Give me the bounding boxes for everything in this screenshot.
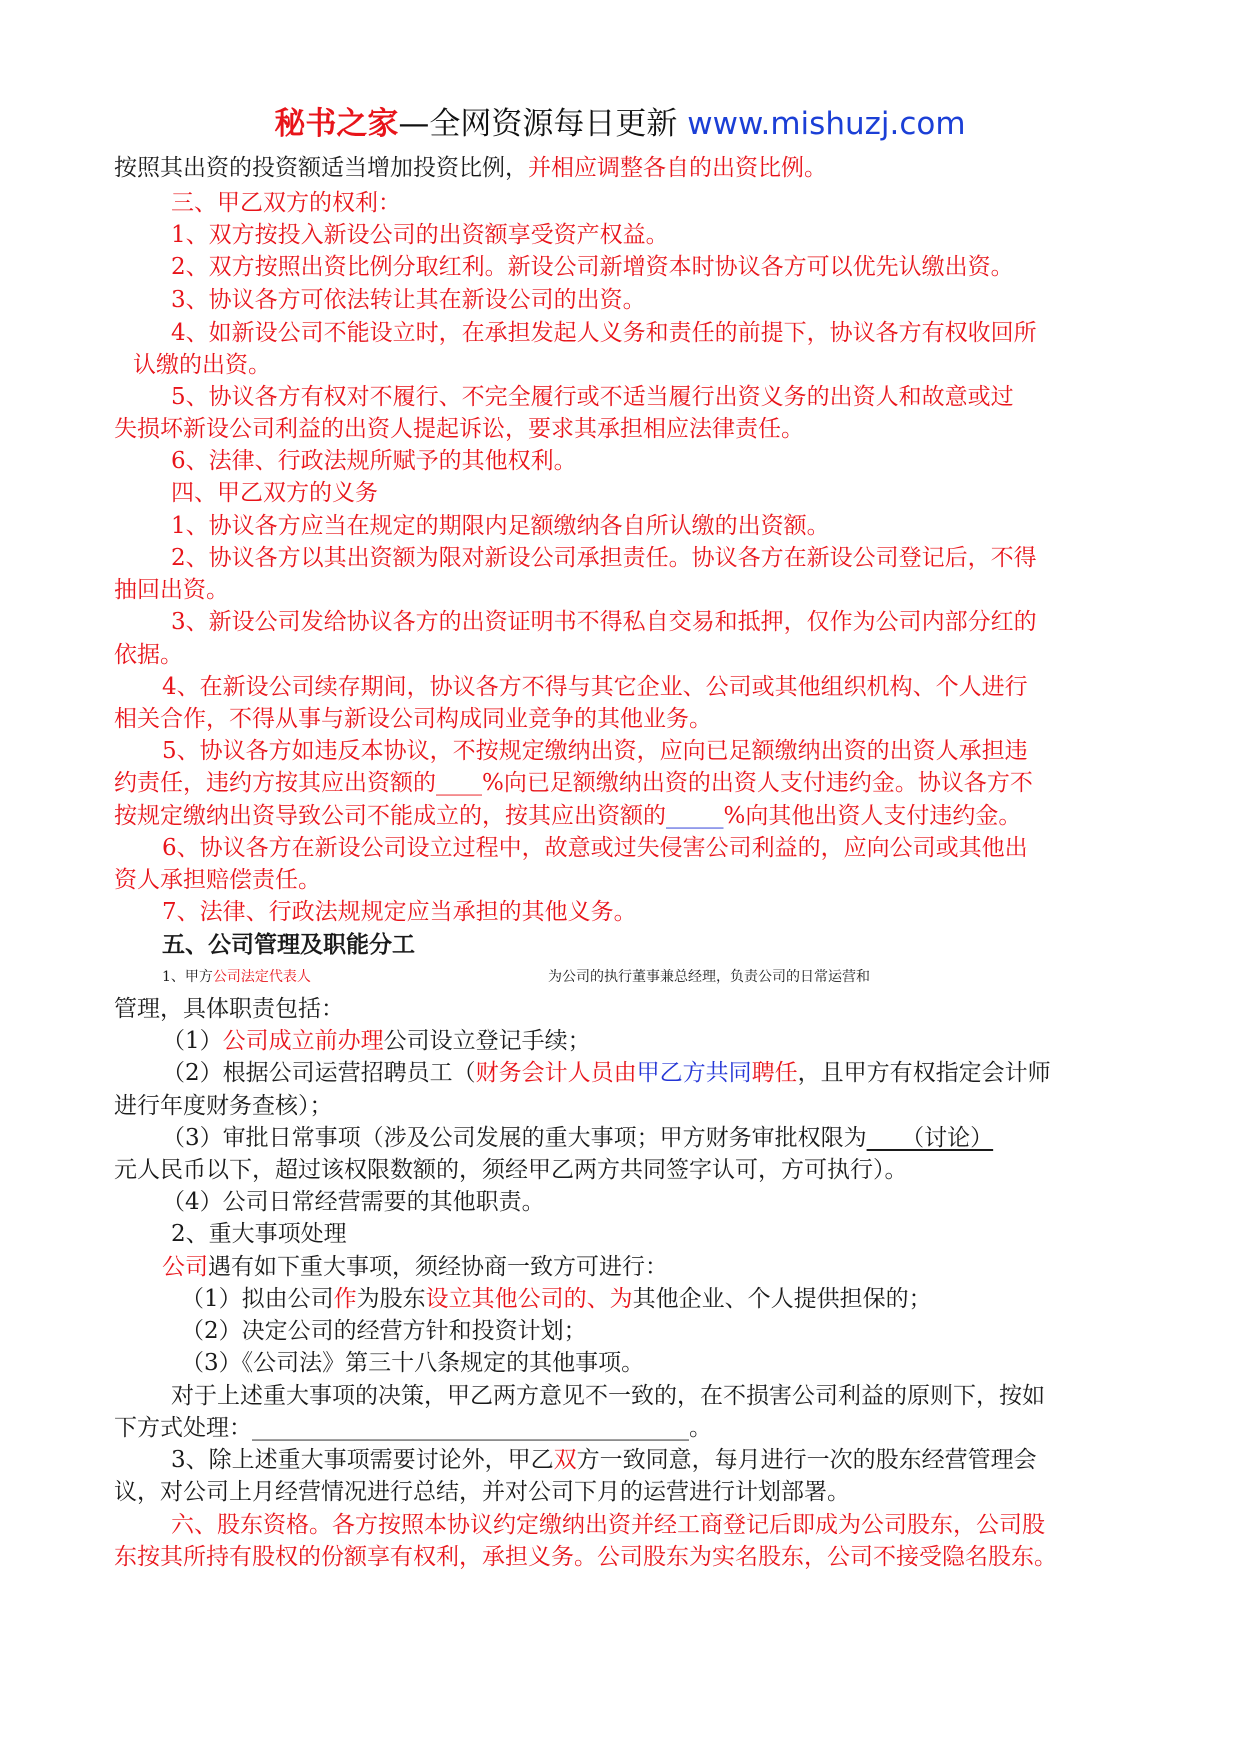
list-item: 2、协议各方以其出资额为限对新设公司承担责任。协议各方在新设公司登记后，不得 [171, 545, 1037, 571]
list-item: （3）审批日常事项（涉及公司发展的重大事项；甲方财务审批权限为___（讨论） [162, 1125, 994, 1151]
list-item: （2）根据公司运营招聘员工（财务会计人员由甲乙方共同聘任，且甲方有权指定会计师 [162, 1060, 1051, 1086]
list-item: 4、在新设公司续存期间，协议各方不得与其它企业、公司或其他组织机构、个人进行 [162, 674, 1028, 700]
handling-method-blank: ______________________________________ [252, 1415, 689, 1441]
list-item-cont: 约责任，违约方按其应出资额的____%向已足额缴纳出资的出资人支付违约金。协议各方不 [114, 770, 1033, 796]
paragraph-line: 3、除上述重大事项需要讨论外，甲乙双方一致同意，每月进行一次的股东经营管理会 [171, 1447, 1037, 1473]
list-item: （1）拟由公司作为股东设立其他公司的、为其他企业、个人提供担保的； [181, 1286, 932, 1312]
paragraph-line: 下方式处理：______________________________________。 [114, 1415, 712, 1441]
list-item: 3、新设公司发给协议各方的出资证明书不得私自交易和抵押，仅作为公司内部分红的 [171, 609, 1037, 635]
list-item: 3、协议各方可依法转让其在新设公司的出资。 [171, 287, 646, 313]
list-item-cont: 按规定缴纳出资导致公司不能成立的，按其应出资额的_____%向其他出资人支付违约金。 [114, 803, 1022, 829]
paragraph-line: 议，对公司上月经营情况进行总结，并对公司下月的运营进行计划部署。 [114, 1479, 850, 1505]
section-heading-rights: 三、甲乙双方的权利： [171, 190, 401, 216]
list-item: 2、双方按照出资比例分取红利。新设公司新增资本时协议各方可以优先认缴出资。 [171, 254, 1014, 280]
list-item: 5、协议各方如违反本协议，不按规定缴纳出资，应向已足额缴纳出资的出资人承担违 [162, 738, 1028, 764]
list-item-cont: 失损坏新设公司利益的出资人提起诉讼，要求其承担相应法律责任。 [114, 416, 804, 442]
list-item-cont: 相关合作，不得从事与新设公司构成同业竞争的其他业务。 [114, 706, 712, 732]
list-item-cont: 认缴的出资。 [133, 352, 271, 378]
approval-limit-field: ___（讨论） [866, 1125, 994, 1151]
list-item: （3）《公司法》第三十八条规定的其他事项。 [181, 1350, 645, 1376]
header-brand: 秘书之家 [274, 106, 399, 142]
paragraph-line: 公司遇有如下重大事项，须经协商一致方可进行： [162, 1254, 668, 1280]
list-item: 5、协议各方有权对不履行、不完全履行或不适当履行出资义务的出资人和故意或过 [171, 384, 1014, 410]
section-heading-obligations: 四、甲乙双方的义务 [171, 480, 378, 506]
section-heading-management: 五、公司管理及职能分工 [162, 931, 415, 958]
list-item: 7、法律、行政法规规定应当承担的其他义务。 [162, 899, 637, 925]
list-item: （1）公司成立前办理公司设立登记手续； [162, 1028, 591, 1054]
subheading: 2、重大事项处理 [171, 1221, 347, 1247]
list-item-cont: 抽回出资。 [114, 577, 229, 603]
paragraph-line: 管理，具体职责包括： [114, 996, 344, 1022]
list-item: 4、如新设公司不能设立时，在承担发起人义务和责任的前提下，协议各方有权收回所 [171, 320, 1037, 346]
paragraph-line: 对于上述重大事项的决策，甲乙两方意见不一致的，在不损害公司利益的原则下，按如 [171, 1383, 1045, 1409]
header-url-link[interactable]: www.mishuzj.com [687, 106, 966, 142]
percent-blank: ____ [436, 770, 482, 796]
site-header-banner [0, 103, 1240, 145]
list-item-cont: 资人承担赔偿责任。 [114, 867, 321, 893]
header-slogan: —全网资源每日更新 [398, 106, 678, 142]
list-item-cont: 元人民币以下，超过该权限数额的，须经甲乙两方共同签字认可，方可执行）。 [114, 1157, 908, 1183]
paragraph-line: 1、甲方公司法定代表人 为公司的执行董事兼总经理，负责公司的日常运营和 [162, 969, 870, 985]
percent-blank: _____ [666, 803, 724, 829]
list-item-cont: 进行年度财务查核）； [114, 1093, 333, 1119]
list-item: 6、法律、行政法规所赋予的其他权利。 [171, 448, 577, 474]
paragraph-line: 按照其出资的投资额适当增加投资比例，并相应调整各自的出资比例。 [114, 155, 827, 181]
section-heading-shareholder: 六、股东资格。各方按照本协议约定缴纳出资并经工商登记后即成为公司股东，公司股 [171, 1512, 1045, 1538]
list-item: 6、协议各方在新设公司设立过程中，故意或过失侵害公司利益的，应向公司或其他出 [162, 835, 1028, 861]
list-item: （4）公司日常经营需要的其他职责。 [162, 1189, 545, 1215]
list-item: 1、协议各方应当在规定的期限内足额缴纳各自所认缴的出资额。 [171, 513, 830, 539]
list-item: 1、双方按投入新设公司的出资额享受资产权益。 [171, 222, 669, 248]
paragraph-line: 东按其所持有股权的份额享有权利，承担义务。公司股东为实名股东，公司不接受隐名股东。 [114, 1544, 1057, 1570]
list-item: （2）决定公司的经营方针和投资计划； [181, 1318, 587, 1344]
list-item-cont: 依据。 [114, 642, 183, 668]
